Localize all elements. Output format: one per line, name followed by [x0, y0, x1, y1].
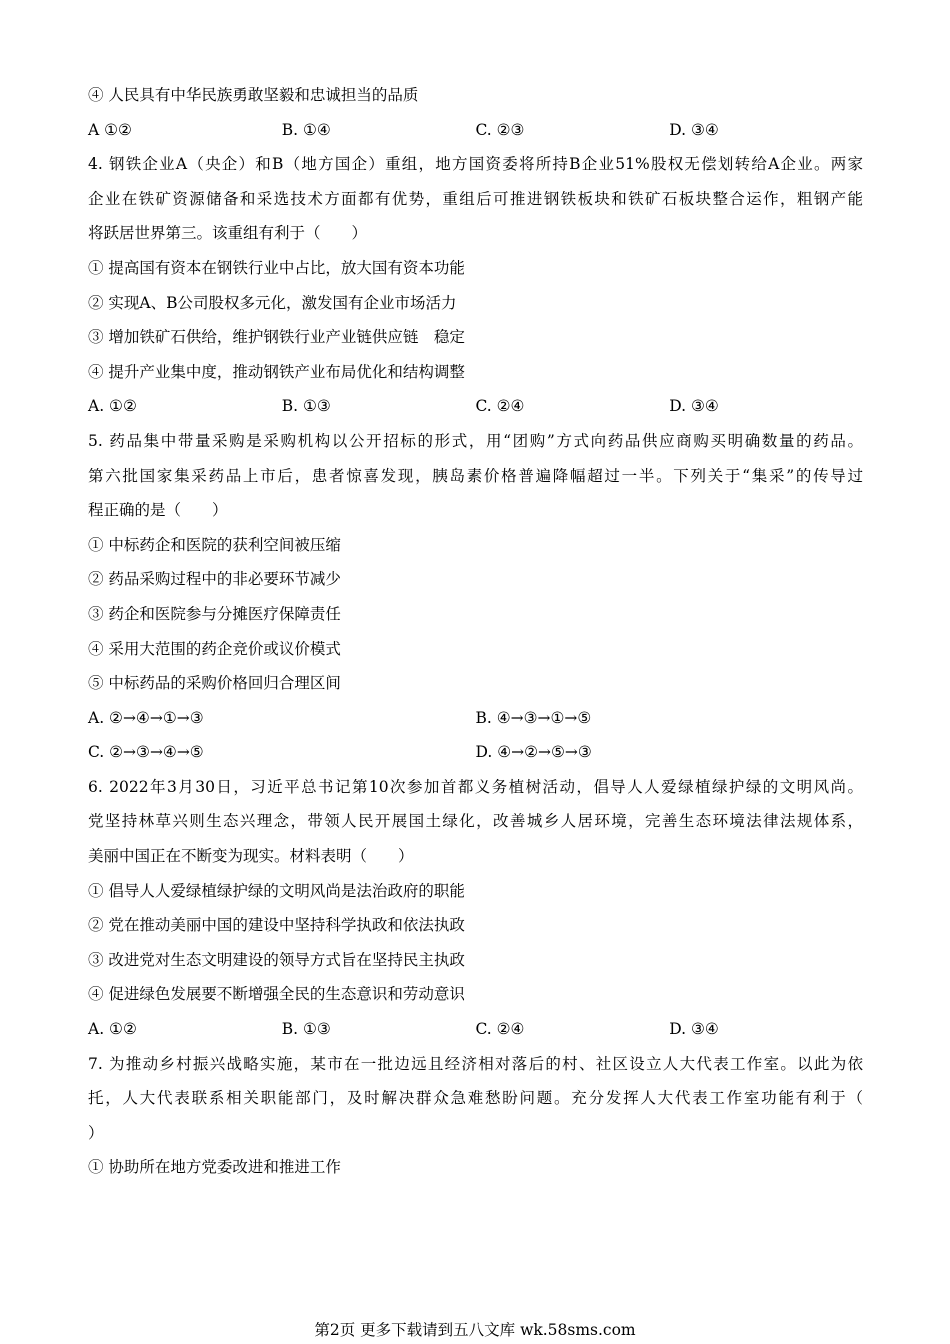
q6-option-b: B. ①③ [281, 1020, 331, 1039]
q6-statement-3: ③ 改进党对生态文明建设的领导方式旨在坚持民主执政 [88, 950, 465, 969]
q7-stem-line-1: 7. 为推动乡村振兴战略实施，某市在一批边远且经济相对落后的村、社区设立人大代表工作室。以此为依 [88, 1054, 863, 1073]
q4-statement-2: ② 实现A、B公司股权多元化，激发国有企业市场活力 [88, 293, 457, 312]
q4-stem-line-3: 将跃居世界第三。该重组有利于（ ） [88, 224, 368, 243]
q4-stem-line-1: 4. 钢铁企业A（央企）和B（地方国企）重组，地方国资委将所持B企业51%股权无偿划转给A企业。两家 [88, 155, 863, 174]
q4-option-b: B. ①③ [281, 397, 331, 416]
q6-option-a: A. ①② [88, 1020, 137, 1039]
q6-stem-line-2: 党坚持林草兴则生态兴理念，带领人民开展国土绿化，改善城乡人居环境，完善生态环境法律法规体系， [88, 812, 863, 831]
q6-option-d: D. ③④ [669, 1020, 719, 1039]
q6-stem-line-1: 6. 2022年3月30日，习近平总书记第10次参加首都义务植树活动，倡导人人爱绿植绿护绿的文明风尚。 [88, 777, 863, 796]
q4-statement-3: ③ 增加铁矿石供给，维护钢铁行业产业链供应链 稳定 [88, 328, 465, 347]
q4-statement-4: ④ 提升产业集中度，推动钢铁产业布局优化和结构调整 [88, 362, 465, 381]
q5-statement-1: ① 中标药企和医院的获利空间被压缩 [88, 535, 341, 554]
exam-page [88, 78, 863, 1185]
q4-option-d: D. ③④ [669, 397, 719, 416]
q4-options [88, 389, 863, 424]
q6-options [88, 1012, 863, 1047]
q3-option-c: C. ②③ [475, 120, 525, 139]
q5-option-a: A. ②→④→①→③ [88, 708, 204, 727]
q4-option-a: A. ①② [88, 397, 137, 416]
q4-statement-1: ① 提高国有资本在钢铁行业中占比，放大国有资本功能 [88, 258, 465, 277]
q3-option-d: D. ③④ [669, 120, 719, 139]
q5-statement-3: ③ 药企和医院参与分摊医疗保障责任 [88, 604, 341, 623]
q4-option-c: C. ②④ [475, 397, 525, 416]
q4-stem-line-2: 企业在铁矿资源储备和采选技术方面都有优势，重组后可推进钢铁板块和铁矿石板块整合运作，粗钢产能 [88, 189, 863, 208]
q6-statement-4: ④ 促进绿色发展要不断增强全民的生态意识和劳动意识 [88, 985, 465, 1004]
q5-statement-5: ⑤ 中标药品的采购价格回归合理区间 [88, 674, 341, 693]
q5-option-c: C. ②→③→④→⑤ [88, 743, 204, 762]
q3-options [88, 113, 863, 148]
q7-stem-line-2: 托，人大代表联系相关职能部门，及时解决群众急难愁盼问题。充分发挥人大代表工作室功能有利于（ [88, 1089, 863, 1108]
q6-statement-1: ① 倡导人人爱绿植绿护绿的文明风尚是法治政府的职能 [88, 881, 465, 900]
q5-options-row-2 [88, 735, 863, 770]
q5-options-row-1 [88, 701, 863, 736]
q5-stem-line-3: 程正确的是（ ） [88, 501, 228, 520]
q5-statement-4: ④ 采用大范围的药企竞价或议价模式 [88, 639, 341, 658]
q3-statement-4: ④ 人民具有中华民族勇敢坚毅和忠诚担当的品质 [88, 86, 419, 104]
q5-option-b: B. ④→③→①→⑤ [475, 708, 592, 727]
q5-stem-line-2: 第六批国家集采药品上市后，患者惊喜发现，胰岛素价格普遍降幅超过一半。下列关于“集采”的传导过 [88, 466, 863, 485]
q5-stem-line-1: 5. 药品集中带量采购是采购机构以公开招标的形式，用“团购”方式向药品供应商购买明确数量的药品。 [88, 431, 863, 450]
q5-statement-2: ② 药品采购过程中的非必要环节减少 [88, 570, 341, 589]
q7-stem-line-3: ） [88, 1123, 104, 1142]
q6-option-c: C. ②④ [475, 1020, 525, 1039]
page-footer: 第2页 更多下载请到五八文库 wk.58sms.com [314, 1321, 636, 1339]
q5-option-d: D. ④→②→⑤→③ [475, 743, 592, 762]
q6-stem-line-3: 美丽中国正在不断变为现实。材料表明（ ） [88, 847, 414, 866]
q7-statement-1: ① 协助所在地方党委改进和推进工作 [88, 1158, 341, 1177]
q6-statement-2: ② 党在推动美丽中国的建设中坚持科学执政和依法执政 [88, 916, 465, 935]
q3-option-a: A ①② [88, 120, 132, 139]
q3-option-b: B. ①④ [281, 120, 331, 139]
